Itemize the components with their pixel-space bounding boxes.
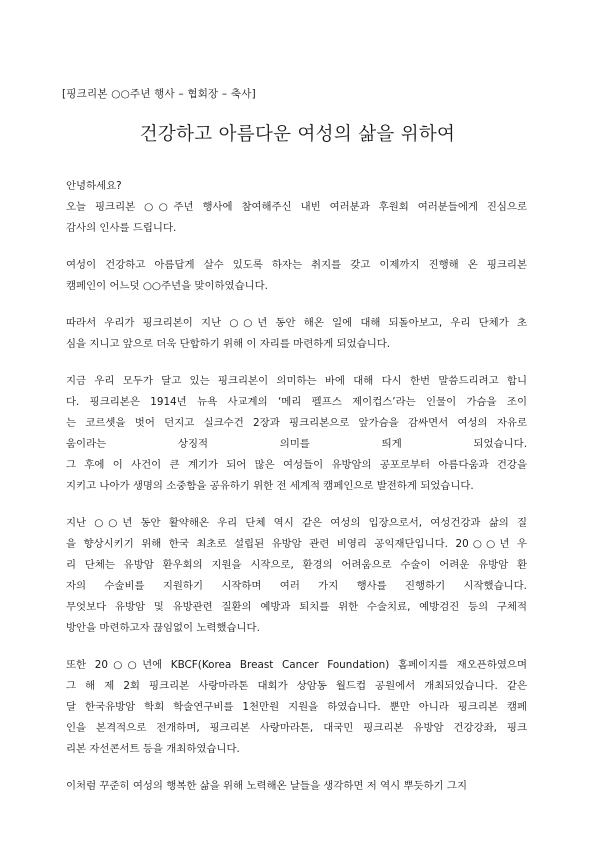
paragraph-line: 또한 20○○년에 KBCF(Korea Breast Cancer Foundation) 홈페이지를 재오픈하였으며 (66, 659, 527, 671)
paragraph-line: 이처럼 꾸준히 여성의 행복한 삶을 위해 노력해온 날들을 생각하면 저 역시 뿌듯하기 그지 (66, 780, 467, 792)
paragraph-line: 는 코르셋을 벗어 던지고 실크수건 2장과 핑크리본으로 앞가슴을 감싸면서 여성의 자유로 (66, 417, 527, 429)
paragraph-line: 여성이 건강하고 아름답게 살수 있도록 하자는 취지를 갖고 이제까지 진행해 온 핑크리본 (66, 259, 527, 271)
paragraph-line: 감사의 인사를 드립니다. (66, 222, 177, 234)
paragraph-line: 그 후에 이 사건이 큰 계기가 되어 많은 여성들이 유방암의 공포로부터 아름다움과 건강을 (66, 459, 527, 471)
paragraph (66, 776, 527, 797)
paragraph-line: 방안을 마련하고자 끊임없이 노력했습니다. (66, 622, 260, 634)
paragraph (66, 513, 527, 639)
paragraph-line: 오늘 핑크리본 ○○주년 행사에 참여해주신 내빈 여러분과 후원회 여러분들에게 진심으로 (66, 201, 527, 213)
paragraph-line: 자의 수술비를 지원하기 시작하며 여러 가지 행사를 진행하기 시작했습니다. (66, 580, 527, 592)
paragraph-line: 리 단체는 유방암 환우회의 지원을 시작으로, 환경의 어려움으로 수술이 어려운 유방암 환 (66, 559, 527, 571)
paragraph-line: 따라서 우리가 핑크리본이 지난 ○○년 동안 해온 일에 대해 되돌아보고, 우리 단체가 초 (66, 317, 527, 329)
paragraph-line: 리본 자선콘서트 등을 개최하였습니다. (66, 743, 240, 755)
paragraph-line: 지키고 나아가 생명의 소중함을 공유하기 위한 전 세계적 캠페인으로 발전하게 되었습니다. (66, 480, 474, 492)
paragraph (66, 255, 527, 297)
paragraph-line: 심을 지니고 앞으로 더욱 단합하기 위해 이 자리를 마련하게 되었습니다. (66, 338, 391, 350)
document-category-tag: [핑크리본 ○○주년 행사 – 협회장 – 축사] (62, 88, 256, 100)
paragraph-line: 을 향상시키기 위해 한국 최초로 설립된 유방암 관련 비영리 공익재단입니다. 20○○년 우 (66, 538, 527, 550)
paragraph-line: 캠페인이 어느덧 ○○주년을 맞이하였습니다. (66, 280, 268, 292)
paragraph-line: 지금 우리 모두가 달고 있는 핑크리본이 의미하는 바에 대해 다시 한번 말씀드리려고 합니 (66, 375, 527, 387)
paragraph (66, 655, 527, 760)
paragraph (66, 313, 527, 355)
paragraph-line: 움이라는 상징적 의미를 띄게 되었습니다. (66, 438, 527, 450)
paragraph-line: 무엇보다 유방암 및 유방관련 질환의 예방과 퇴치를 위한 수술치료, 예방검진 등의 구체적 (66, 601, 527, 613)
document-body (66, 176, 527, 813)
paragraph (66, 371, 527, 497)
paragraph-line: 인을 본격적으로 전개하며, 핑크리본 사랑마라톤, 대국민 핑크리본 유방암 건강강좌, 핑크 (66, 722, 527, 734)
paragraph (66, 176, 527, 239)
document-title: 건강하고 아름다운 여성의 삶을 위하여 (139, 124, 456, 145)
paragraph-line: 달 한국유방암 학회 학술연구비를 1천만원 지원을 하였습니다. 뿐만 아니라 핑크리본 캠페 (66, 701, 527, 713)
paragraph-line: 지난 ○○년 동안 활약해온 우리 단체 역시 같은 여성의 입장으로서, 여성건강과 삶의 질 (66, 517, 527, 529)
paragraph-line: 안녕하세요? (66, 180, 122, 192)
paragraph-line: 그 해 제 2회 핑크리본 사랑마라톤 대회가 상암동 월드컵 공원에서 개최되었습니다. 같은 (66, 680, 527, 692)
paragraph-line: 다. 핑크리본은 1914년 뉴욕 사교계의 ‘메리 펠프스 제이컵스’라는 인물이 가슴을 조이 (66, 396, 527, 408)
